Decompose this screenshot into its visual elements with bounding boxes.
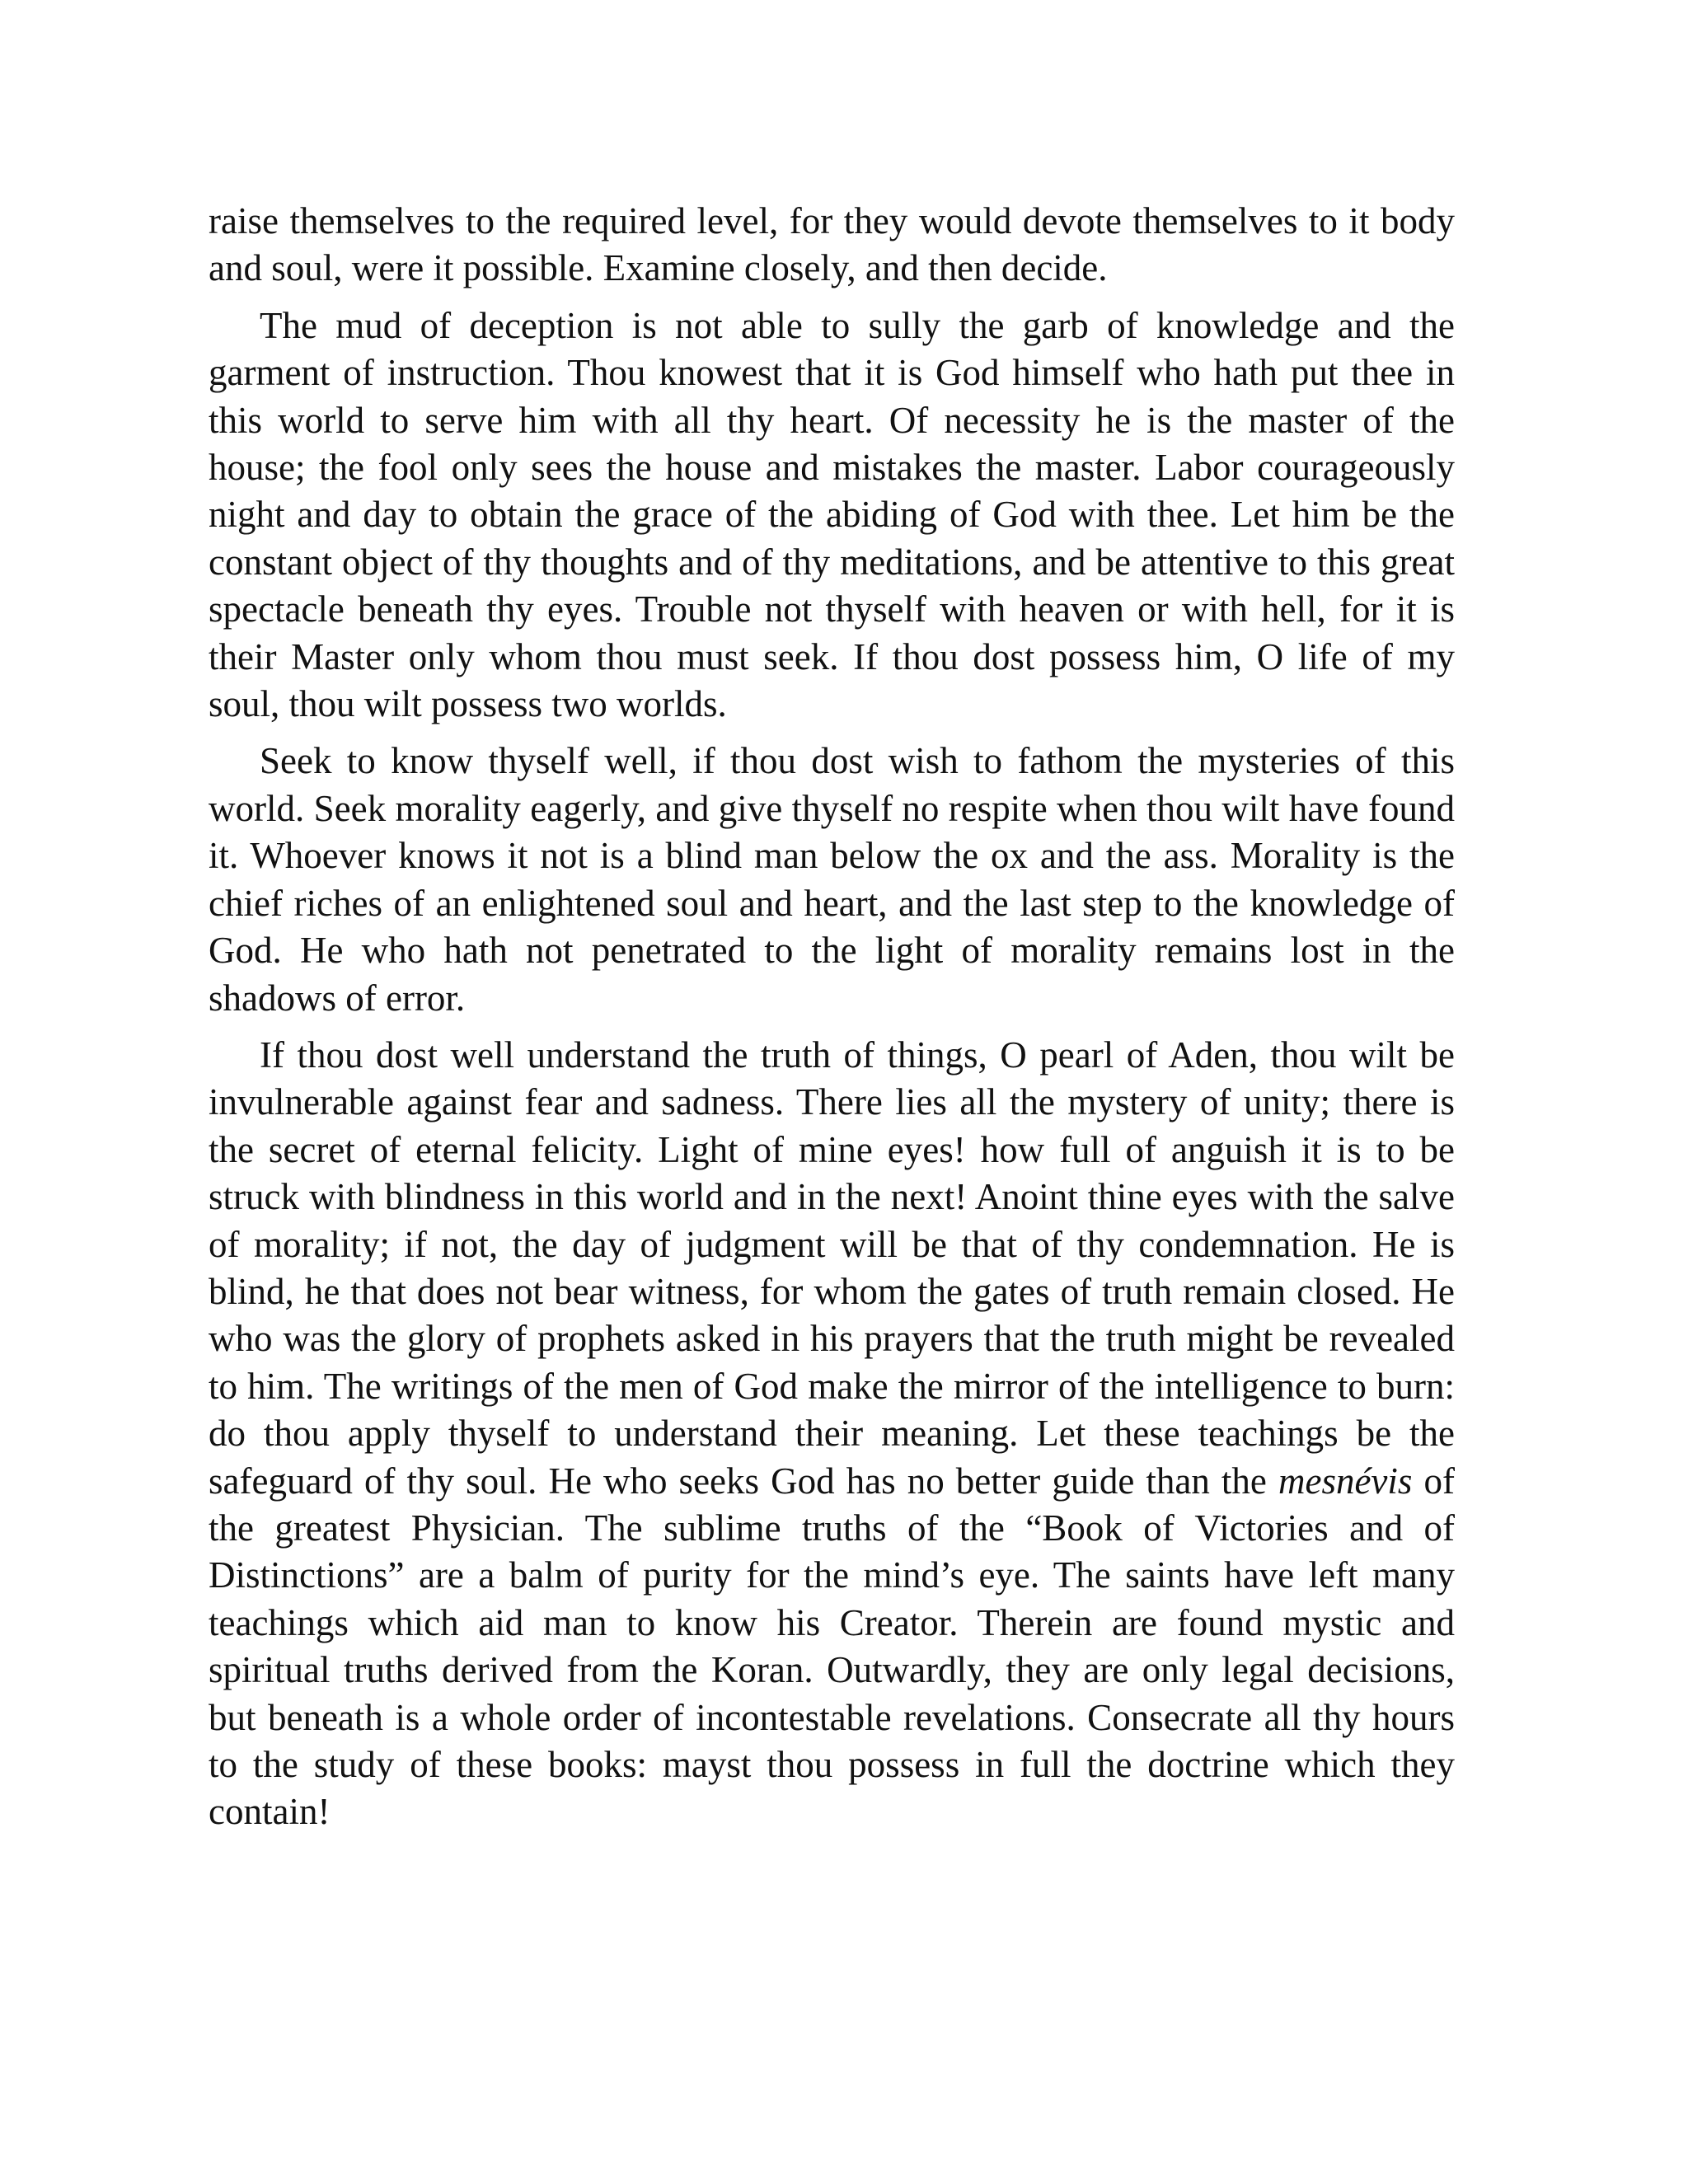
paragraph-truth-of-things bbox=[209, 1032, 1455, 1836]
paragraph-continuation: raise themselves to the required level, for they would devote themselves to it body and soul, were it possible. Examine closely, and then decide. bbox=[209, 200, 1455, 289]
paragraph-deception: The mud of deception is not able to sully the garb of knowledge and the garment of instruction. Thou knowest that it is God himself who hath put thee in this world to serve him with all thy heart. Of necessity he is the master of the house; the fool only sees the house and mistakes the master. Labor courageously night and day to obtain the grace of the abiding of God with thee. Let him be the constant object of thy thoughts and of thy meditations, and be attentive to this great spectacle beneath thy eyes. Trouble not thyself with heaven or with hell, for it is their Master only whom thou must seek. If thou dost possess him, O life of my soul, thou wilt possess two worlds. bbox=[209, 304, 1455, 725]
paragraph-know-thyself: Seek to know thyself well, if thou dost wish to fathom the mysteries of this world. Seek morality eagerly, and give thyself no respite when thou wilt have found it. Whoever knows it not is a blind man below the ox and the ass. Morality is the chief riches of an enlightened soul and heart, and the last step to the knowledge of God. He who hath not penetrated to the light of morality remains lost in the shadows of error. bbox=[209, 740, 1455, 1019]
paragraph-text-before: If thou dost well understand the truth of things, O pearl of Aden, thou wilt be invulnerable against fear and sadness. There lies all the mystery of unity; there is the secret of eternal felicity. Light of mine eyes! how full of anguish it is to be struck with blindness in this world and in the next! Anoint thine eyes with the salve of morality; if not, the day of judgment will be that of thy condemnation. He is blind, he that does not bear witness, for whom the gates of truth remain closed. He who was the glory of prophets asked in his prayers that the truth might be revealed to him. The writings of the men of God make the mirror of the intelligence to burn: do thou apply thyself to understand their meaning. Let these teachings be the safeguard of thy soul. He who seeks God has no better guide than the bbox=[209, 1033, 1455, 1502]
paragraph-text-after: of the greatest Physician. The sublime truths of the “Book of Victories and of Distinctions” are a balm of purity for the mind’s eye. The saints have left many teachings which aid man to know his Creator. Therein are found mystic and spiritual truths derived from the Koran. Outwardly, they are only legal decisions, but beneath is a whole order of incontestable revelations. Consecrate all thy hours to the study of these books: mayst thou possess in full the doctrine which they contain! bbox=[209, 1460, 1455, 1833]
italic-term-mesnevis: mesnévis bbox=[1278, 1460, 1413, 1502]
page-body bbox=[209, 198, 1455, 1836]
